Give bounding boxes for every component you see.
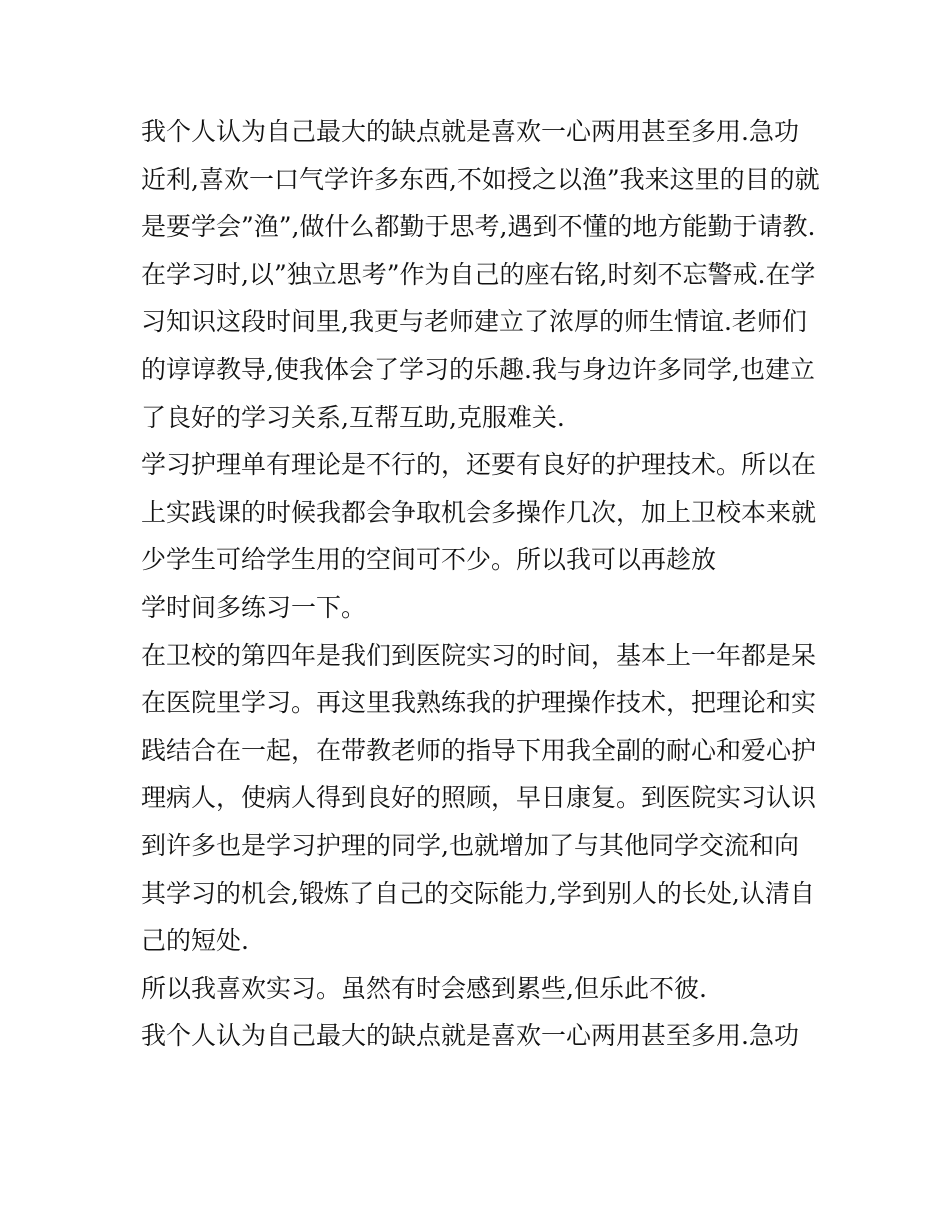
text-line: 学习护理单有理论是不行的，还要有良好的护理技术。所以在 bbox=[141, 450, 817, 480]
text-line: 到许多也是学习护理的同学,也就增加了与其他同学交流和向 bbox=[141, 830, 799, 860]
text-line: 少学生可给学生用的空间可不少。所以我可以再趁放 bbox=[141, 545, 717, 575]
text-line: 我个人认为自己最大的缺点就是喜欢一心两用甚至多用.急功 bbox=[141, 1021, 799, 1051]
text-line: 所以我喜欢实习。虽然有时会感到累些,但乐此不彼. bbox=[141, 973, 707, 1003]
text-line: 上实践课的时候我都会争取机会多操作几次，加上卫校本来就 bbox=[141, 497, 817, 527]
text-line: 我个人认为自己最大的缺点就是喜欢一心两用甚至多用.急功 bbox=[141, 117, 799, 146]
text-line: 在学习时,以”独立思考”作为自己的座右铭,时刻不忘警戒.在学 bbox=[141, 259, 816, 289]
text-line: 理病人，使病人得到良好的照顾，早日康复。到医院实习认识 bbox=[141, 783, 817, 813]
text-line: 了良好的学习关系,互帮互助,克服难关. bbox=[141, 402, 565, 432]
text-line: 践结合在一起，在带教老师的指导下用我全副的耐心和爱心护 bbox=[141, 735, 817, 765]
text-line: 其学习的机会,锻炼了自己的交际能力,学到别人的长处,认清自 bbox=[141, 878, 815, 908]
text-line: 己的短处. bbox=[141, 926, 249, 956]
text-line: 的谆谆教导,使我体会了学习的乐趣.我与身边许多同学,也建立 bbox=[141, 354, 815, 384]
text-line: 习知识这段时间里,我更与老师建立了浓厚的师生情谊.老师们 bbox=[141, 307, 807, 337]
text-line: 学时间多练习一下。 bbox=[141, 592, 367, 622]
text-line: 在医院里学习。再这里我熟练我的护理操作技术，把理论和实 bbox=[141, 688, 817, 718]
text-line: 是要学会”渔”,做什么都勤于思考,遇到不懂的地方能勤于请教. bbox=[141, 212, 816, 242]
text-line: 近利,喜欢一口气学许多东西,不如授之以渔”我来这里的目的就 bbox=[141, 164, 820, 194]
text-line: 在卫校的第四年是我们到医院实习的时间，基本上一年都是呆 bbox=[141, 640, 817, 670]
document-body bbox=[141, 108, 821, 1060]
